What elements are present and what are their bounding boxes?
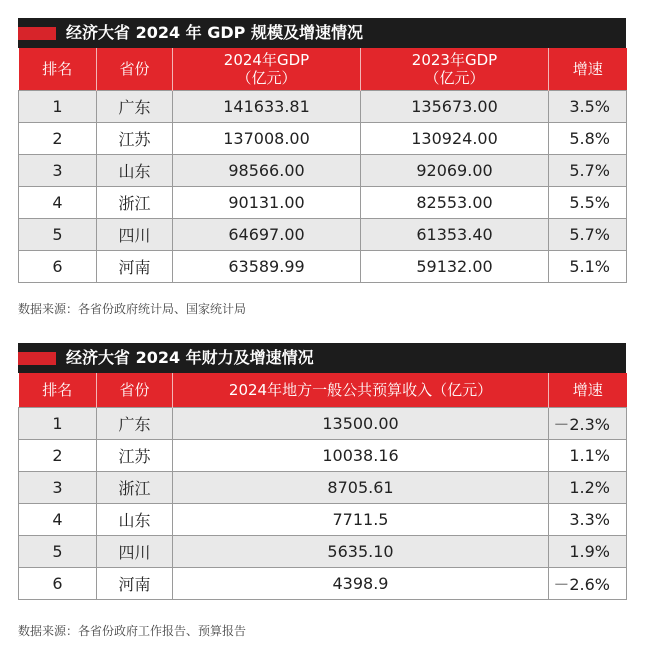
rank-cell: 6	[19, 250, 97, 282]
revenue-cell: 5635.10	[173, 535, 549, 567]
province-cell: 山东	[97, 154, 173, 186]
revenue-cell: 7711.5	[173, 503, 549, 535]
rank-cell: 6	[19, 567, 97, 599]
growth-cell: 1.1%	[549, 439, 627, 471]
revenue-table	[18, 373, 627, 600]
revenue-table-title: 经济大省 2024 年财力及增速情况	[66, 348, 314, 367]
table-row	[19, 471, 627, 503]
gdp-2024-cell: 98566.00	[173, 154, 361, 186]
table-row	[19, 535, 627, 567]
revenue-cell: 4398.9	[173, 567, 549, 599]
province-cell: 河南	[97, 567, 173, 599]
rank-cell: 4	[19, 186, 97, 218]
revenue-table-title-bar	[18, 343, 626, 373]
revenue-table-source: 数据来源：各省份政府工作报告、预算报告	[18, 624, 247, 638]
growth-cell: －2.3%	[549, 407, 627, 439]
col-revenue-header: 2024年地方一般公共预算收入（亿元）	[173, 373, 549, 407]
revenue-cell: 8705.61	[173, 471, 549, 503]
table-row	[19, 439, 627, 471]
table-row	[19, 90, 627, 122]
gdp-table-title-bar	[18, 18, 626, 48]
rank-cell: 4	[19, 503, 97, 535]
table-row	[19, 186, 627, 218]
gdp-table-block	[18, 18, 626, 283]
growth-cell: －2.6%	[549, 567, 627, 599]
gdp-2024-cell: 63589.99	[173, 250, 361, 282]
col-province-header: 省份	[97, 373, 173, 407]
table-row	[19, 122, 627, 154]
table-row	[19, 154, 627, 186]
rank-cell: 1	[19, 407, 97, 439]
col-growth-header: 增速	[549, 373, 627, 407]
col-growth-header: 增速	[549, 48, 627, 90]
table-row	[19, 503, 627, 535]
gdp-2023-cell: 82553.00	[361, 186, 549, 218]
province-cell: 江苏	[97, 439, 173, 471]
red-accent-bar	[18, 27, 56, 40]
province-cell: 浙江	[97, 186, 173, 218]
gdp-2024-cell: 137008.00	[173, 122, 361, 154]
gdp-table-source: 数据来源：各省份政府统计局、国家统计局	[18, 302, 247, 316]
growth-cell: 5.7%	[549, 154, 627, 186]
gdp-2024-cell: 64697.00	[173, 218, 361, 250]
province-cell: 浙江	[97, 471, 173, 503]
gdp-2023-cell: 130924.00	[361, 122, 549, 154]
col-gdp-2024-header-line1: 2024年GDP	[223, 50, 310, 69]
gdp-2023-cell: 61353.40	[361, 218, 549, 250]
province-cell: 四川	[97, 535, 173, 567]
gdp-table	[18, 48, 627, 283]
col-gdp-2024-header	[173, 48, 361, 90]
rank-cell: 2	[19, 439, 97, 471]
growth-cell: 1.9%	[549, 535, 627, 567]
rank-cell: 5	[19, 535, 97, 567]
growth-cell: 3.3%	[549, 503, 627, 535]
col-gdp-2024-header-line2: （亿元）	[236, 68, 297, 87]
growth-cell: 5.5%	[549, 186, 627, 218]
col-gdp-2023-header-line2: （亿元）	[424, 68, 485, 87]
growth-cell: 5.7%	[549, 218, 627, 250]
revenue-cell: 10038.16	[173, 439, 549, 471]
growth-cell: 3.5%	[549, 90, 627, 122]
province-cell: 广东	[97, 90, 173, 122]
col-rank-header: 排名	[19, 373, 97, 407]
growth-cell: 1.2%	[549, 471, 627, 503]
rank-cell: 2	[19, 122, 97, 154]
province-cell: 江苏	[97, 122, 173, 154]
rank-cell: 5	[19, 218, 97, 250]
province-cell: 广东	[97, 407, 173, 439]
col-province-header: 省份	[97, 48, 173, 90]
gdp-2023-cell: 135673.00	[361, 90, 549, 122]
table-row	[19, 218, 627, 250]
red-accent-bar	[18, 352, 56, 365]
gdp-2024-cell: 90131.00	[173, 186, 361, 218]
col-gdp-2023-header	[361, 48, 549, 90]
rank-cell: 3	[19, 154, 97, 186]
revenue-table-block	[18, 343, 626, 600]
table-row	[19, 250, 627, 282]
rank-cell: 1	[19, 90, 97, 122]
province-cell: 四川	[97, 218, 173, 250]
rank-cell: 3	[19, 471, 97, 503]
table-row	[19, 407, 627, 439]
col-rank-header: 排名	[19, 48, 97, 90]
growth-cell: 5.1%	[549, 250, 627, 282]
gdp-2023-cell: 92069.00	[361, 154, 549, 186]
revenue-cell: 13500.00	[173, 407, 549, 439]
province-cell: 山东	[97, 503, 173, 535]
growth-cell: 5.8%	[549, 122, 627, 154]
gdp-2024-cell: 141633.81	[173, 90, 361, 122]
gdp-table-title: 经济大省 2024 年 GDP 规模及增速情况	[66, 23, 363, 42]
col-gdp-2023-header-line1: 2023年GDP	[411, 50, 498, 69]
gdp-2023-cell: 59132.00	[361, 250, 549, 282]
table-row	[19, 567, 627, 599]
province-cell: 河南	[97, 250, 173, 282]
